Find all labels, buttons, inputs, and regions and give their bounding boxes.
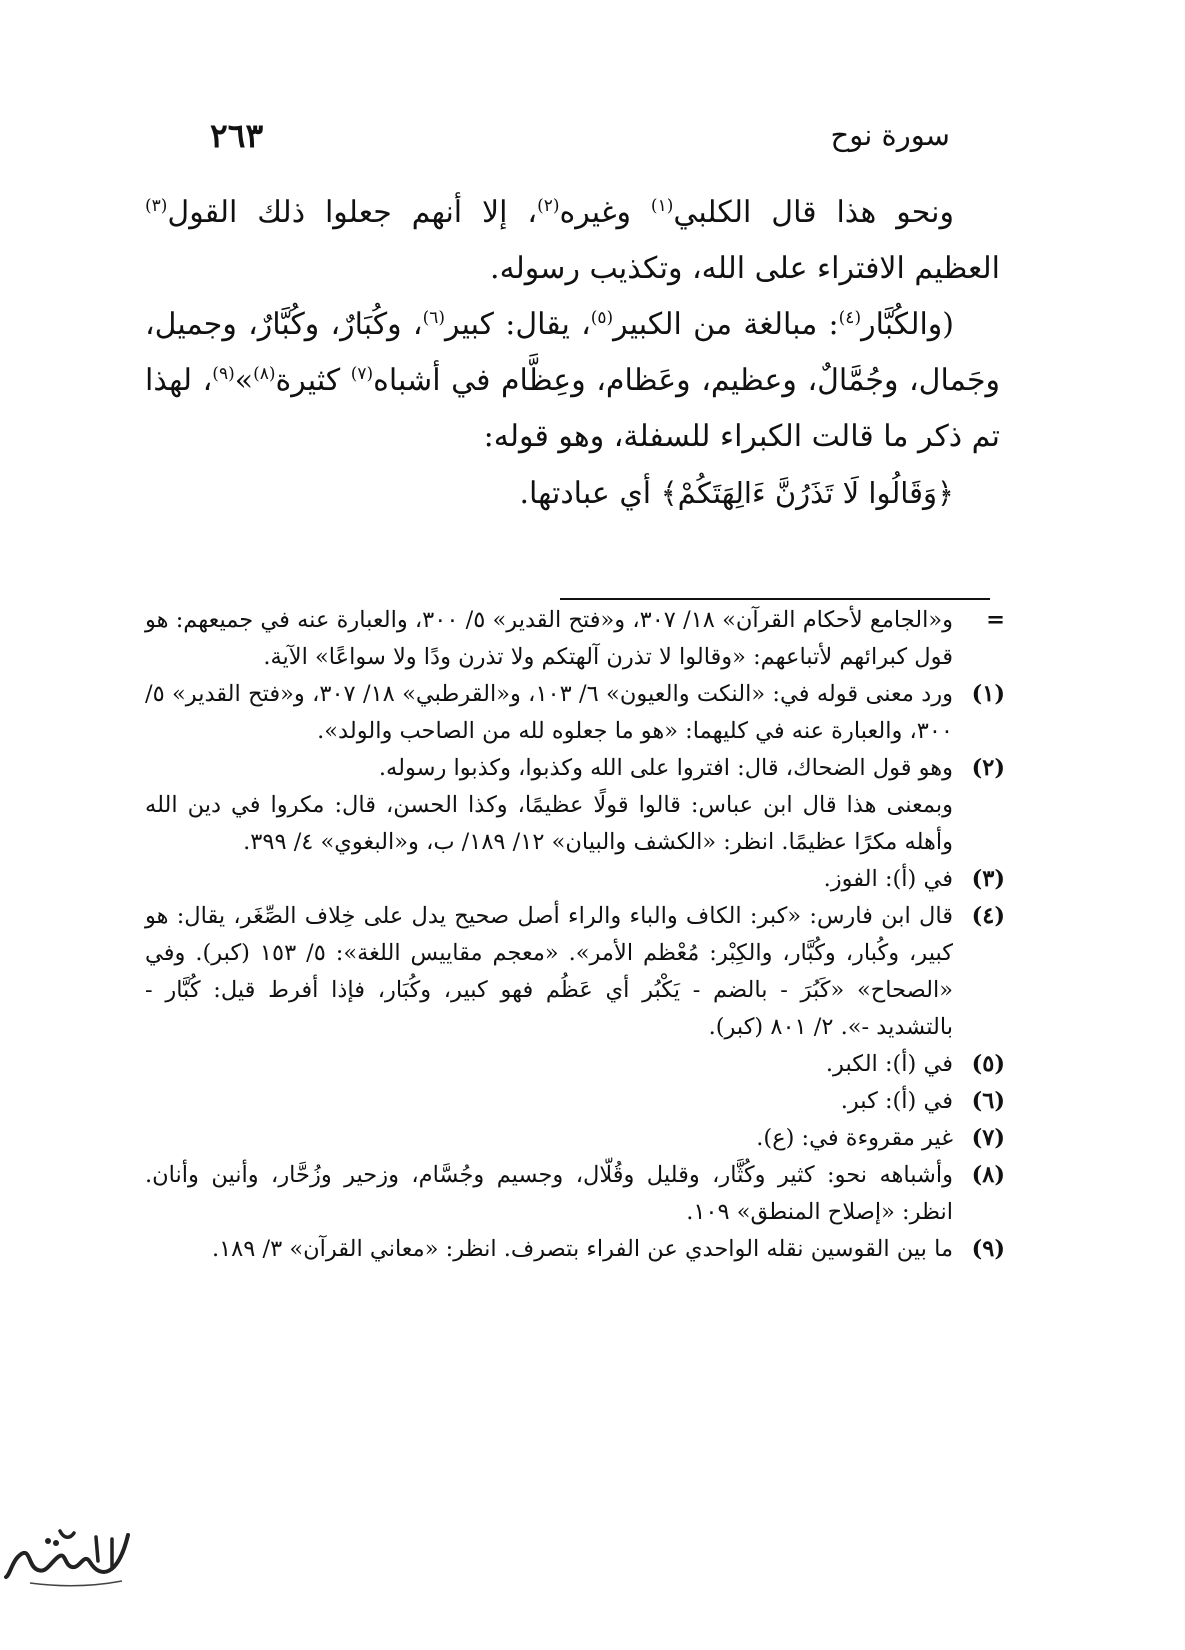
footnote-5: [145, 1046, 1005, 1083]
footnote-2-continued: [145, 787, 1005, 861]
calligraphy-seal-icon: [0, 1517, 140, 1592]
footnote-number: =: [986, 607, 1005, 633]
p2-text-7: ، لهذا تم ذكر ما قالت الكبراء للسفلة، وهو قوله:: [145, 363, 1000, 454]
footnote-number: (٧): [971, 1125, 1005, 1151]
footnote-text: في (أ): الفوز.: [823, 866, 953, 892]
footnote-1: [145, 676, 1005, 750]
paragraph-1: [145, 185, 1000, 297]
p3-text: أي عبادتها.: [519, 476, 661, 511]
footnote-8: [145, 1157, 1005, 1231]
p1-text-4: العظيم الافتراء على الله، وتكذيب رسوله.: [490, 251, 1000, 286]
footnote-continuation: [145, 602, 1005, 676]
footnote-text: وبمعنى هذا قال ابن عباس: قالوا قولًا عظيمًا، وكذا الحسن، قال: مكروا في دين الله وأهله مكرًا عظيمًا. انظر: «الكشف والبيان» ١٢/ ١٨٩/ ب، و«البغوي» ٤/ ٣٩٩.: [145, 792, 953, 855]
footnote-number: (٩): [971, 1236, 1005, 1262]
footnote-marker-7: (٧): [350, 364, 374, 384]
footnote-marker-9: (٩): [212, 364, 235, 384]
p2-text: (والكُبَّار: [861, 307, 954, 342]
footnote-7: [145, 1120, 1005, 1157]
p2-text-2: : مبالغة من الكبير: [613, 307, 839, 342]
quran-verse: ﴿وَقَالُوا لَا تَذَرُنَّ ءَالِهَتَكُمْ﴾: [660, 476, 954, 510]
footnote-text: وهو قول الضحاك، قال: افتروا على الله وكذبوا، وكذبوا رسوله.: [378, 755, 953, 781]
footnote-number: (١): [971, 681, 1005, 707]
footnote-number: (٥): [971, 1051, 1005, 1077]
page-header: [210, 112, 950, 158]
p1-text-3: ، إلا أنهم جعلوا ذلك القول: [167, 195, 538, 230]
footnote-text: ما بين القوسين نقله الواحدي عن الفراء بتصرف. انظر: «معاني القرآن» ٣/ ١٨٩.: [211, 1236, 953, 1262]
footnote-text: قال ابن فارس: «كبر: الكاف والباء والراء أصل صحيح يدل على خِلاف الصِّغَر، يقال: هو كبير، وكُبار، وكُبَّار، والكِبْر: مُعْظم الأمر». «معجم مقاييس اللغة»: ٥/ ١٥٣ (كبر). وفي «الصحاح» «كَبُرَ - بالضم - يَكْبُر أي عَظُم فهو كبير، وكُبَار، فإذا أفرط قيل: كُبَّار - بالتشديد -». ٢/ ٨٠١ (كبر).: [145, 903, 953, 1040]
footnote-text: في (أ): الكبر.: [825, 1051, 953, 1077]
p1-text: ونحو هذا قال الكلبي: [673, 195, 954, 230]
main-text: [145, 185, 1000, 522]
footnote-marker-4: (٤): [838, 308, 862, 328]
footnote-3: [145, 861, 1005, 898]
footnote-text: في (أ): كبر.: [840, 1088, 953, 1114]
p2-text-5: كثيرة: [275, 363, 351, 398]
footnote-marker-8: (٨): [253, 364, 276, 384]
footnote-text: و«الجامع لأحكام القرآن» ١٨/ ٣٠٧، و«فتح القدير» ٥/ ٣٠٠، والعبارة عنه في جميعهم: هو قول كبرائهم لأتباعهم: «وقالوا لا تذرن آلهتكم ولا تذرن ودًا ولا سواعًا» الآية.: [145, 607, 954, 670]
p2-text-6: »: [234, 363, 254, 398]
p2-text-4: ، وكُبَارٌ، وكُبَّارٌ، وجميل، وجَمال، وجُمَّالٌ، وعظيم، وعَظام، وعِظَّام في أشباه: [145, 307, 1000, 398]
footnote-6: [145, 1083, 1005, 1120]
footnote-text: غير مقروءة في: (ع).: [756, 1125, 953, 1151]
footnote-number: (٤): [971, 903, 1005, 929]
footnote-number: (٦): [971, 1088, 1005, 1114]
footnote-marker-1: (١): [650, 196, 674, 216]
footnote-marker-5: (٥): [590, 308, 614, 328]
footnote-marker-3: (٣): [145, 196, 168, 216]
paragraph-3: [145, 465, 1000, 522]
footnote-marker-2: (٢): [537, 196, 560, 216]
surah-title: سورة نوح: [830, 118, 950, 152]
footnote-number: (٢): [971, 755, 1005, 781]
footnote-marker-6: (٦): [422, 308, 446, 328]
footnote-text: ورد معنى قوله في: «النكت والعيون» ٦/ ١٠٣، و«القرطبي» ١٨/ ٣٠٧، و«فتح القدير» ٥/ ٣٠٠، والعبارة عنه في كليهما: «هو ما جعلوه لله من الصاحب والولد».: [145, 681, 954, 744]
footnote-4: [145, 898, 1005, 1046]
footnote-number: (٣): [971, 866, 1005, 892]
p2-text-3: ، يقال: كبير: [445, 307, 591, 342]
footnotes: [145, 602, 1005, 1268]
footnote-9: [145, 1231, 1005, 1268]
paragraph-2: [145, 297, 1000, 465]
p1-text-2: وغيره: [559, 195, 651, 230]
footnote-number: (٨): [971, 1162, 1005, 1188]
footnote-separator: [560, 598, 990, 600]
page-number: ٢٦٣: [210, 115, 264, 155]
footnote-2: [145, 750, 1005, 787]
footnote-text: وأشباهه نحو: كثير وكُثَّار، وقليل وقُلّال، وجسيم وجُسَّام، وزحير وزُحَّار، وأنين وأنان. انظر: «إصلاح المنطق» ١٠٩.: [145, 1162, 953, 1225]
